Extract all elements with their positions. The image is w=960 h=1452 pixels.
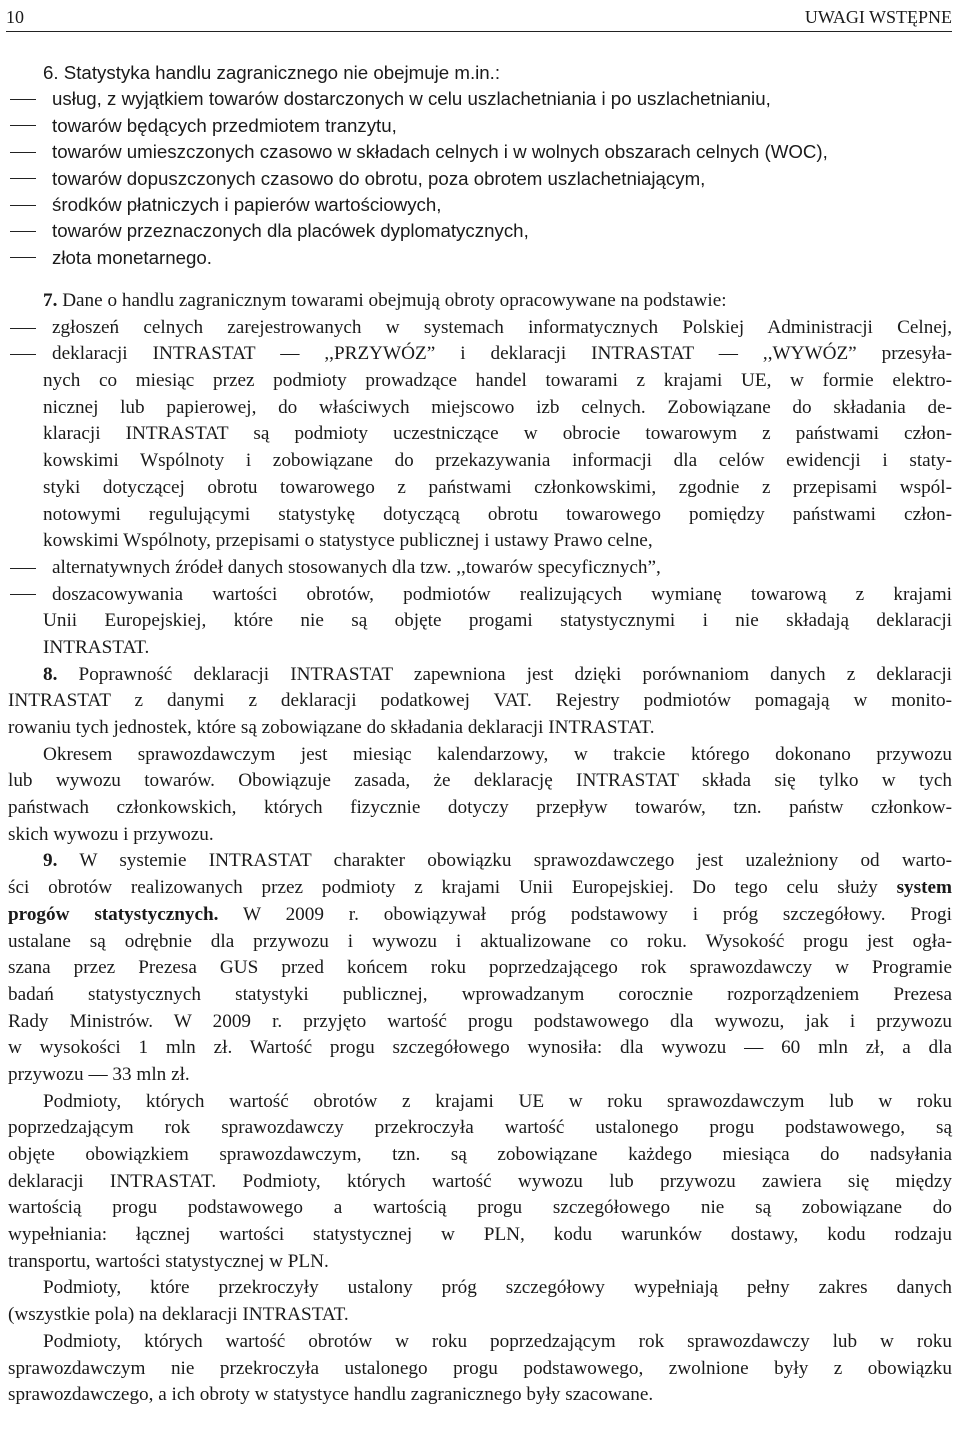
text-line: Podmioty, których wartość obrotów w roku poprzedzającym rok sprawozdawczy lub w roku [43, 1330, 952, 1352]
text-line: szana przez Prezesa GUS przed końcem roku poprzedzającego rok sprawozdawczy w Programie [8, 957, 952, 979]
text-line: nych co miesiąc przez podmioty prowadzące handel towarami z krajami UE, w formie elektro- [43, 370, 952, 392]
text-line: badań statystycznych statystyki publicznej, wprowadzanym corocznie rozporządzeniem Prezesa [8, 983, 952, 1005]
dash-bullet [10, 205, 36, 206]
text-line: sprawozdawczym nie przekroczyła ustalonego progu podstawowego, zwolnione były z obowiązku [8, 1357, 952, 1379]
list-item: środków płatniczych i papierów wartościowych, [8, 192, 952, 218]
dash-bullet [10, 125, 36, 126]
text-line: rowaniu tych jednostek, które są zobowiązane do składania deklaracji INTRASTAT. [8, 717, 655, 738]
text-line: wartością progu podstawowego a wartością progu szczegółowego nie są zobowiązane do [8, 1197, 952, 1219]
text-line: w wysokości 1 mln zł. Wartość progu szczegółowego wynosiła: dla wywozu — 60 mln zł, a dla [8, 1037, 952, 1059]
text-line: wypełniania: łącznej wartości statystycznej w PLN, kodu warunków dostawy, kodu rodzaju [8, 1224, 952, 1246]
text-line: kowskimi Wspólnoty, przepisami o statystyce publicznej i ustawy Prawo celne, [43, 530, 653, 552]
dash-bullet [10, 231, 36, 232]
text-line: progów statystycznych. W 2009 r. obowiązywał próg podstawowy i próg szczegółowy. Progi [8, 903, 952, 925]
text-line: skich wywozu i przywozu. [8, 823, 214, 845]
dash-bullet [10, 152, 36, 153]
text-line: Podmioty, których wartość obrotów z krajami UE w roku sprawozdawczym lub w roku [43, 1090, 952, 1112]
text-line: państwach członkowskich, których fizycznie dotyczy przepływ towarów, tzn. państw członkow- [8, 797, 952, 819]
text-line: ustalane są odrębnie dla przywozu i wywozu i aktualizowane co roku. Wysokość progu jest ogła- [8, 930, 952, 952]
list-item: towarów dopuszczonych czasowo do obrotu, poza obrotem uszlachetniającym, [8, 166, 952, 192]
section-9-first-line: 9. W systemie INTRASTAT charakter obowiązku sprawozdawczego jest uzależniony od warto- [43, 850, 952, 872]
list-item: usług, z wyjątkiem towarów dostarczonych w celu uszlachetniania i po uszlachetnianiu, [8, 86, 952, 112]
text-line: ści obrotów realizowanych przez podmioty z krajami Unii Europejskiej. Do tego celu służy system [8, 877, 953, 899]
text-line: Rady Ministrów. W 2009 r. przyjęto wartość progu podstawowego dla wywozu, jak i przywozu [8, 1010, 952, 1032]
text-line: (wszystkie pola) na deklaracji INTRASTAT. [8, 1304, 349, 1326]
text-line: sprawozdawczego, a ich obroty w statystyce handlu zagranicznego były szacowane. [8, 1384, 654, 1406]
text-line: Podmioty, które przekroczyły ustalony próg szczegółowy wypełniają pełny zakres danych [43, 1277, 952, 1299]
text-line: INTRASTAT. [43, 636, 150, 658]
dash-bullet [10, 568, 36, 569]
section-7 [8, 288, 952, 1409]
page-header [6, 2, 952, 32]
list-item: zgłoszeń celnych zarejestrowanych w systemach informatycznych Polskiej Administracji Celnej, [8, 315, 952, 342]
text-line: poprzedzającym rok sprawozdawczy przekroczyła wartość ustalonego progu podstawowego, są [8, 1117, 952, 1139]
list-item: deklaracji INTRASTAT — ,,PRZYWÓZ” i deklaracji INTRASTAT — ,,WYWÓZ” przesyła- [8, 341, 952, 368]
dash-bullet [10, 354, 36, 355]
text-line: styki dotyczącej obrotu towarowego z państwami członkowskimi, zgodnie z przepisami wspól- [43, 476, 952, 498]
dash-bullet [10, 328, 36, 329]
dash-bullet [10, 257, 36, 258]
text-line: INTRASTAT z danymi z deklaracji podatkowej VAT. Rejestry podmiotów pomagają w monito- [8, 690, 952, 712]
text-line: lub wywozu towarów. Obowiązuje zasada, że deklarację INTRASTAT składa się tylko w tych [8, 770, 952, 792]
list-item: złota monetarnego. [8, 245, 952, 271]
text-line: objęte obowiązkiem sprawozdawczym, tzn. są zobowiązane każdego miesiąca do nadsyłania [8, 1144, 952, 1165]
text-line: przywozu — 33 mln zł. [8, 1063, 190, 1085]
dash-bullet [10, 178, 36, 179]
list-item: alternatywnych źródeł danych stosowanych dla tzw. ,,towarów specyficznych”, [8, 555, 952, 582]
section-6-intro: 6. Statystyka handlu zagranicznego nie obejmuje m.in.: [43, 62, 501, 83]
dash-bullet [10, 99, 36, 100]
text-line: notowymi regulującymi statystykę dotyczącą obrotu towarowego pomiędzy państwami człon- [43, 503, 952, 525]
page-number: 10 [6, 6, 24, 27]
text-line: klaracji INTRASTAT są podmioty uczestniczące w obrocie towarowym z państwami człon- [43, 423, 952, 445]
dash-bullet [10, 594, 36, 595]
running-title: UWAGI WSTĘPNE [804, 6, 952, 27]
section-6 [8, 60, 952, 271]
list-item: towarów umieszczonych czasowo w składach celnych i w wolnych obszarach celnych (WOC), [8, 139, 952, 165]
text-line: Okresem sprawozdawczym jest miesiąc kalendarzowy, w trakcie którego dokonano przywozu [43, 743, 952, 765]
list-item: towarów będących przedmiotem tranzytu, [8, 113, 952, 139]
text-line: transportu, wartości statystycznej w PLN. [8, 1250, 329, 1272]
header-divider [6, 31, 952, 32]
text-line: deklaracji INTRASTAT. Podmioty, których wartość wywozu lub przywozu zawiera się między [8, 1170, 952, 1192]
text-line: kowskimi Wspólnoty i zobowiązane do przekazywania informacji dla celów ewidencji i staty- [43, 450, 952, 472]
text-line: nicznej lub papierowej, do właściwych miejscowo izb celnych. Zobowiązane do składania de- [43, 396, 952, 418]
list-item: doszacowywania wartości obrotów, podmiotów realizujących wymianę towarową z krajami [8, 582, 952, 609]
list-item: towarów przeznaczonych dla placówek dyplomatycznych, [8, 218, 952, 244]
section-8-first-line: 8. Poprawność deklaracji INTRASTAT zapewniona jest dzięki porównaniom danych z deklaracji [43, 663, 952, 685]
section-7-intro: 7. Dane o handlu zagranicznym towarami obejmują obroty opracowywane na podstawie: [43, 290, 727, 311]
text-line: Unii Europejskiej, które nie są objęte progami statystycznymi i nie składają deklaracji [43, 610, 952, 632]
